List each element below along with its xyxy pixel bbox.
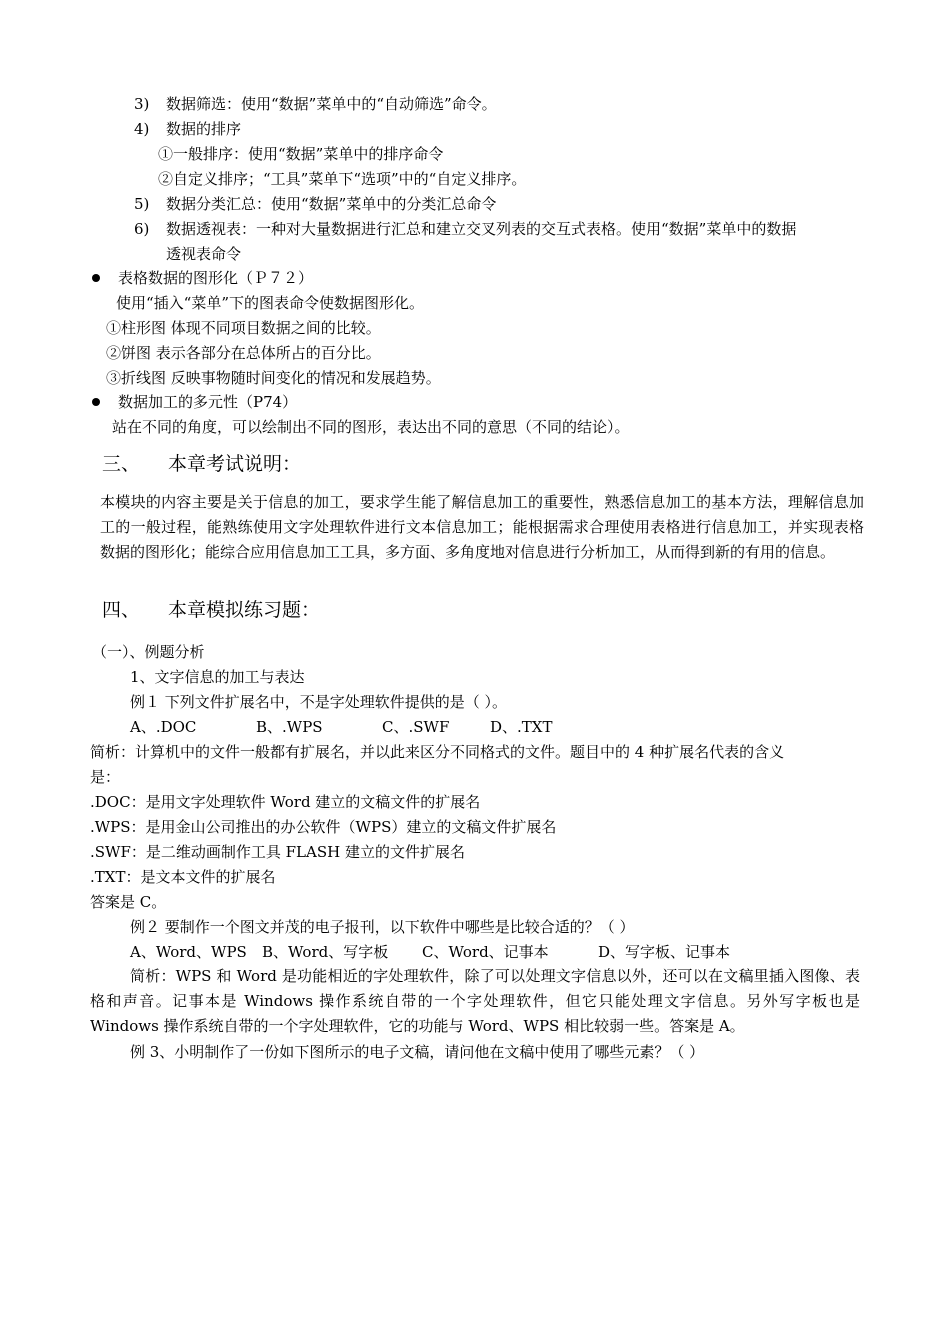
example-2-analysis: 简析：WPS 和 Word 是功能相近的字处理软件，除了可以处理文字信息以外，还可以在文稿里插入图像、表格和声音。记事本是 Windows 操作系统自带的一个字处理软件，但它只能处理文字信息。另外写字板也是 Windows 操作系统自带的一个字处理软件，它的功能与 Word、WPS 相比较弱一些。答案是 A。 — [90, 967, 860, 1035]
example-1-question: 例１ 下列文件扩展名中，不是字处理软件提供的是（ ）。 — [130, 693, 508, 711]
subsection-heading: （一）、例题分析 — [92, 643, 205, 661]
list-item-6-cont: 透视表命令 — [166, 245, 242, 263]
list-text: 数据筛选：使用“数据”菜单中的“自动筛选”命令。 — [166, 95, 497, 113]
list-item-6 — [134, 219, 796, 239]
option-a: A、Word、WPS — [130, 943, 247, 961]
list-number: 4) — [134, 120, 150, 138]
sort-custom: ②自定义排序；“工具”菜单下“选项”中的“自定义排序。 — [158, 170, 527, 188]
section-3-heading — [102, 452, 301, 476]
bullet-icon — [92, 398, 100, 406]
section-3-body: 本模块的内容主要是关于信息的加工，要求学生能了解信息加工的重要性，熟悉信息加工的基本方法，理解信息加工的一般过程，能熟练使用文字处理软件进行文本信息加工；能根据需求合理使用表格进行信息加工，并实现表格数据的图形化；能综合应用信息加工工具，多方面、多角度地对信息进行分析加工，从而得到新的有用的信息。 — [100, 493, 864, 561]
example-2-question: 例２ 要制作一个图文并茂的电子报刊，以下软件中哪些是比较合适的？（ ） — [130, 918, 635, 936]
section-number: 三、 — [102, 453, 141, 475]
list-text: 数据分类汇总：使用“数据”菜单中的分类汇总命令 — [166, 195, 497, 213]
example-1-answer: 答案是 C。 — [90, 893, 167, 911]
ext-wps: .WPS：是用金山公司推出的办公软件（WPS）建立的文稿文件扩展名 — [90, 818, 557, 836]
example-1-analysis-cont: 是： — [90, 768, 121, 786]
section-number: 四、 — [102, 599, 141, 621]
list-text: 数据的排序 — [166, 120, 242, 138]
chart-pie: ②饼图 表示各部分在总体所占的百分比。 — [106, 344, 381, 362]
charts-intro: 使用“插入“菜单”下的图表命令使数据图形化。 — [116, 294, 425, 312]
chart-bar: ①柱形图 体现不同项目数据之间的比较。 — [106, 319, 381, 337]
example-1-analysis: 简析：计算机中的文件一般都有扩展名，并以此来区分不同格式的文件。题目中的 4 种扩展名代表的含义 — [90, 743, 785, 761]
option-c: C、Word、记事本 — [422, 943, 549, 961]
option-b: B、Word、写字板 — [262, 943, 389, 961]
sort-general: ①一般排序：使用“数据”菜单中的排序命令 — [158, 145, 444, 163]
list-number: 6) — [134, 220, 150, 238]
list-text: 数据透视表：一种对大量数据进行汇总和建立交叉列表的交互式表格。使用“数据”菜单中的数据 — [166, 220, 797, 238]
option-d: D、写字板、记事本 — [598, 943, 731, 961]
ext-txt: .TXT：是文本文件的扩展名 — [90, 868, 276, 886]
option-d: D、.TXT — [490, 718, 553, 736]
list-item-3 — [134, 94, 497, 114]
section-title: 本章考试说明： — [168, 453, 302, 475]
option-c: C、.SWF — [382, 718, 450, 736]
chart-line: ③折线图 反映事物随时间变化的情况和发展趋势。 — [106, 369, 441, 387]
bullet-icon — [92, 274, 100, 282]
example-3-question: 例 3、小明制作了一份如下图所示的电子文稿，请问他在文稿中使用了哪些元素？（ ） — [130, 1043, 705, 1061]
section-4-heading — [102, 598, 320, 622]
list-number: 3) — [134, 95, 150, 113]
option-a: A、.DOC — [130, 718, 197, 736]
list-item-5 — [134, 194, 496, 214]
list-number: 5) — [134, 195, 150, 213]
section-title: 本章模拟练习题： — [168, 599, 321, 621]
diversity-heading: 数据加工的多元性（P74） — [118, 393, 298, 411]
ext-swf: .SWF：是二维动画制作工具 FLASH 建立的文件扩展名 — [90, 843, 465, 861]
diversity-text: 站在不同的角度，可以绘制出不同的图形，表达出不同的意思（不同的结论）。 — [112, 418, 630, 436]
topic-heading: 1、文字信息的加工与表达 — [130, 668, 305, 686]
ext-doc: .DOC：是用文字处理软件 Word 建立的文稿文件的扩展名 — [90, 793, 481, 811]
list-item-4 — [134, 119, 241, 139]
option-b: B、.WPS — [256, 718, 323, 736]
charts-heading: 表格数据的图形化（Ｐ７２） — [118, 269, 314, 287]
